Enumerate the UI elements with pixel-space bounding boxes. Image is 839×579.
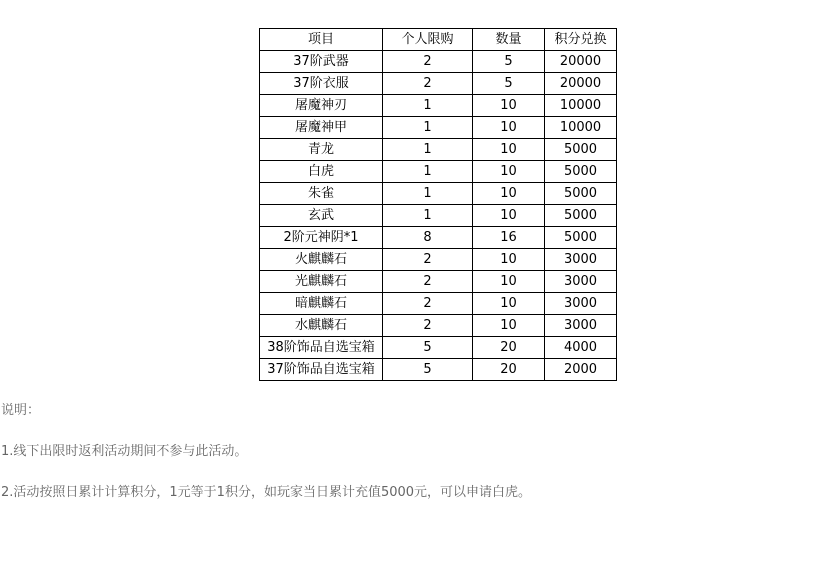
cell-points: 3000 xyxy=(545,271,617,293)
cell-quantity: 10 xyxy=(473,293,545,315)
table-row xyxy=(260,249,617,271)
cell-limit: 1 xyxy=(383,95,473,117)
cell-item: 暗麒麟石 xyxy=(260,293,383,315)
cell-points: 3000 xyxy=(545,293,617,315)
cell-points: 20000 xyxy=(545,73,617,95)
cell-quantity: 10 xyxy=(473,161,545,183)
cell-item: 火麒麟石 xyxy=(260,249,383,271)
cell-quantity: 10 xyxy=(473,117,545,139)
cell-quantity: 10 xyxy=(473,249,545,271)
table-row xyxy=(260,271,617,293)
cell-quantity: 20 xyxy=(473,337,545,359)
table-row xyxy=(260,205,617,227)
cell-points: 20000 xyxy=(545,51,617,73)
cell-quantity: 10 xyxy=(473,183,545,205)
cell-limit: 5 xyxy=(383,337,473,359)
cell-quantity: 16 xyxy=(473,227,545,249)
cell-item: 青龙 xyxy=(260,139,383,161)
note-item-2: 2.活动按照日累计计算积分，1元等于1积分，如玩家当日累计充值5000元，可以申请白虎。 xyxy=(1,485,532,500)
cell-quantity: 5 xyxy=(473,51,545,73)
table-header-row xyxy=(260,29,617,51)
table-row xyxy=(260,117,617,139)
cell-quantity: 10 xyxy=(473,315,545,337)
cell-points: 10000 xyxy=(545,117,617,139)
table-row xyxy=(260,73,617,95)
cell-item: 白虎 xyxy=(260,161,383,183)
cell-item: 玄武 xyxy=(260,205,383,227)
cell-item: 37阶武器 xyxy=(260,51,383,73)
cell-points: 3000 xyxy=(545,315,617,337)
cell-item: 2阶元神阴*1 xyxy=(260,227,383,249)
cell-quantity: 20 xyxy=(473,359,545,381)
header-purchase-limit: 个人限购 xyxy=(383,29,473,51)
cell-limit: 8 xyxy=(383,227,473,249)
cell-quantity: 10 xyxy=(473,271,545,293)
cell-quantity: 10 xyxy=(473,139,545,161)
table-row xyxy=(260,95,617,117)
table-row xyxy=(260,337,617,359)
header-points: 积分兑换 xyxy=(545,29,617,51)
cell-points: 2000 xyxy=(545,359,617,381)
table-row xyxy=(260,183,617,205)
table-row xyxy=(260,161,617,183)
cell-item: 37阶衣服 xyxy=(260,73,383,95)
cell-quantity: 10 xyxy=(473,95,545,117)
cell-item: 朱雀 xyxy=(260,183,383,205)
table-row xyxy=(260,51,617,73)
notes-heading: 说明： xyxy=(1,403,41,418)
table-row xyxy=(260,227,617,249)
cell-limit: 2 xyxy=(383,51,473,73)
cell-item: 38阶饰品自选宝箱 xyxy=(260,337,383,359)
cell-item: 屠魔神甲 xyxy=(260,117,383,139)
cell-item: 37阶饰品自选宝箱 xyxy=(260,359,383,381)
cell-limit: 2 xyxy=(383,293,473,315)
header-quantity: 数量 xyxy=(473,29,545,51)
cell-points: 4000 xyxy=(545,337,617,359)
cell-limit: 5 xyxy=(383,359,473,381)
cell-quantity: 10 xyxy=(473,205,545,227)
cell-points: 5000 xyxy=(545,227,617,249)
cell-limit: 1 xyxy=(383,117,473,139)
cell-item: 水麒麟石 xyxy=(260,315,383,337)
cell-item: 光麒麟石 xyxy=(260,271,383,293)
cell-limit: 1 xyxy=(383,205,473,227)
cell-points: 10000 xyxy=(545,95,617,117)
table-row xyxy=(260,293,617,315)
table-row xyxy=(260,359,617,381)
cell-limit: 2 xyxy=(383,315,473,337)
header-item: 项目 xyxy=(260,29,383,51)
exchange-table-container xyxy=(259,28,617,381)
cell-limit: 2 xyxy=(383,73,473,95)
table-row xyxy=(260,315,617,337)
cell-points: 5000 xyxy=(545,205,617,227)
cell-points: 5000 xyxy=(545,183,617,205)
cell-points: 5000 xyxy=(545,161,617,183)
cell-points: 3000 xyxy=(545,249,617,271)
cell-limit: 1 xyxy=(383,139,473,161)
cell-points: 5000 xyxy=(545,139,617,161)
table-row xyxy=(260,139,617,161)
cell-limit: 1 xyxy=(383,183,473,205)
cell-item: 屠魔神刃 xyxy=(260,95,383,117)
exchange-table xyxy=(259,28,617,381)
cell-limit: 2 xyxy=(383,249,473,271)
cell-quantity: 5 xyxy=(473,73,545,95)
cell-limit: 1 xyxy=(383,161,473,183)
note-item-1: 1.线下出限时返利活动期间不参与此活动。 xyxy=(1,444,248,459)
cell-limit: 2 xyxy=(383,271,473,293)
